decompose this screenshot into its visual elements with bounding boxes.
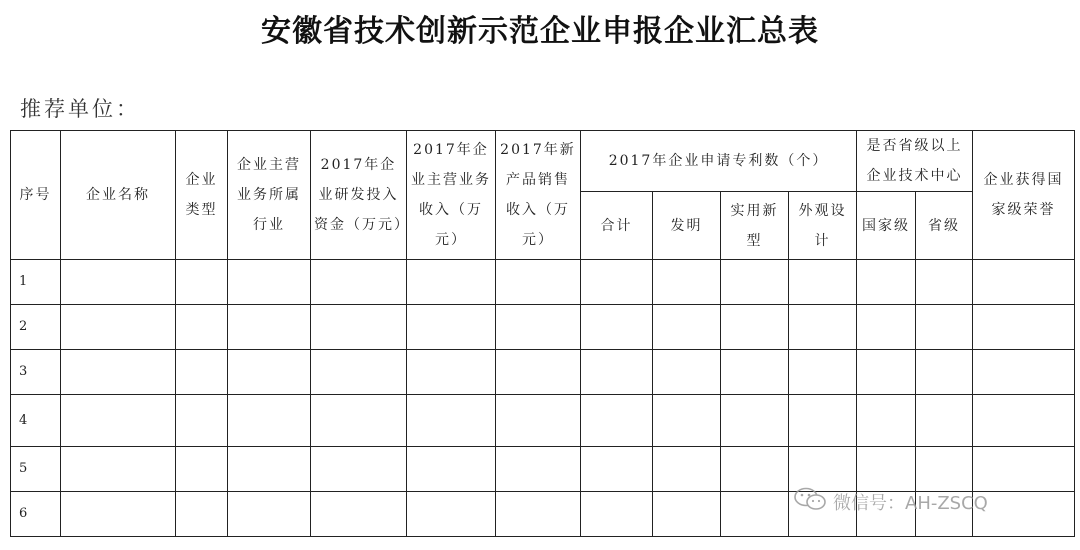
table-row: [11, 395, 1075, 447]
watermark-text: 微信号：AH-ZSCQ: [833, 492, 988, 514]
header-rd-investment: 2017年企业研发投入资金（万元）: [311, 131, 407, 260]
header-company-name: 企业名称: [61, 131, 176, 260]
row-index: 4: [11, 395, 61, 447]
row-index: 2: [11, 305, 61, 350]
header-national-honor: 企业获得国家级荣誉: [973, 131, 1075, 260]
header-seq: 序号: [11, 131, 61, 260]
header-patents-invention: 发明: [653, 192, 721, 260]
header-patents-utility: 实用新型: [721, 192, 789, 260]
wechat-icon: [793, 486, 829, 517]
recommend-unit-label: 推荐单位：: [20, 97, 140, 121]
table-row: [11, 305, 1075, 350]
row-index: 1: [11, 260, 61, 305]
header-center-national: 国家级: [857, 192, 916, 260]
table-row: [11, 350, 1075, 395]
header-center-provincial: 省级: [916, 192, 973, 260]
header-main-revenue: 2017年企业主营业务收入（万元）: [407, 131, 496, 260]
header-new-product-sales: 2017年新产品销售收入（万元）: [496, 131, 581, 260]
header-patents: 2017年企业申请专利数（个）: [581, 131, 857, 192]
header-patents-design: 外观设计: [789, 192, 857, 260]
row-index: 5: [11, 447, 61, 492]
table-row: [11, 260, 1075, 305]
header-tech-center: 是否省级以上企业技术中心: [857, 131, 973, 192]
header-patents-total: 合计: [581, 192, 653, 260]
header-industry: 企业主营业务所属行业: [228, 131, 311, 260]
page-title: 安徽省技术创新示范企业申报企业汇总表: [261, 14, 819, 49]
row-index: 6: [11, 492, 61, 537]
row-index: 3: [11, 350, 61, 395]
wechat-watermark: [793, 486, 988, 517]
table-row: [11, 447, 1075, 492]
summary-table: [10, 130, 1075, 537]
header-company-type: 企业类型: [176, 131, 228, 260]
